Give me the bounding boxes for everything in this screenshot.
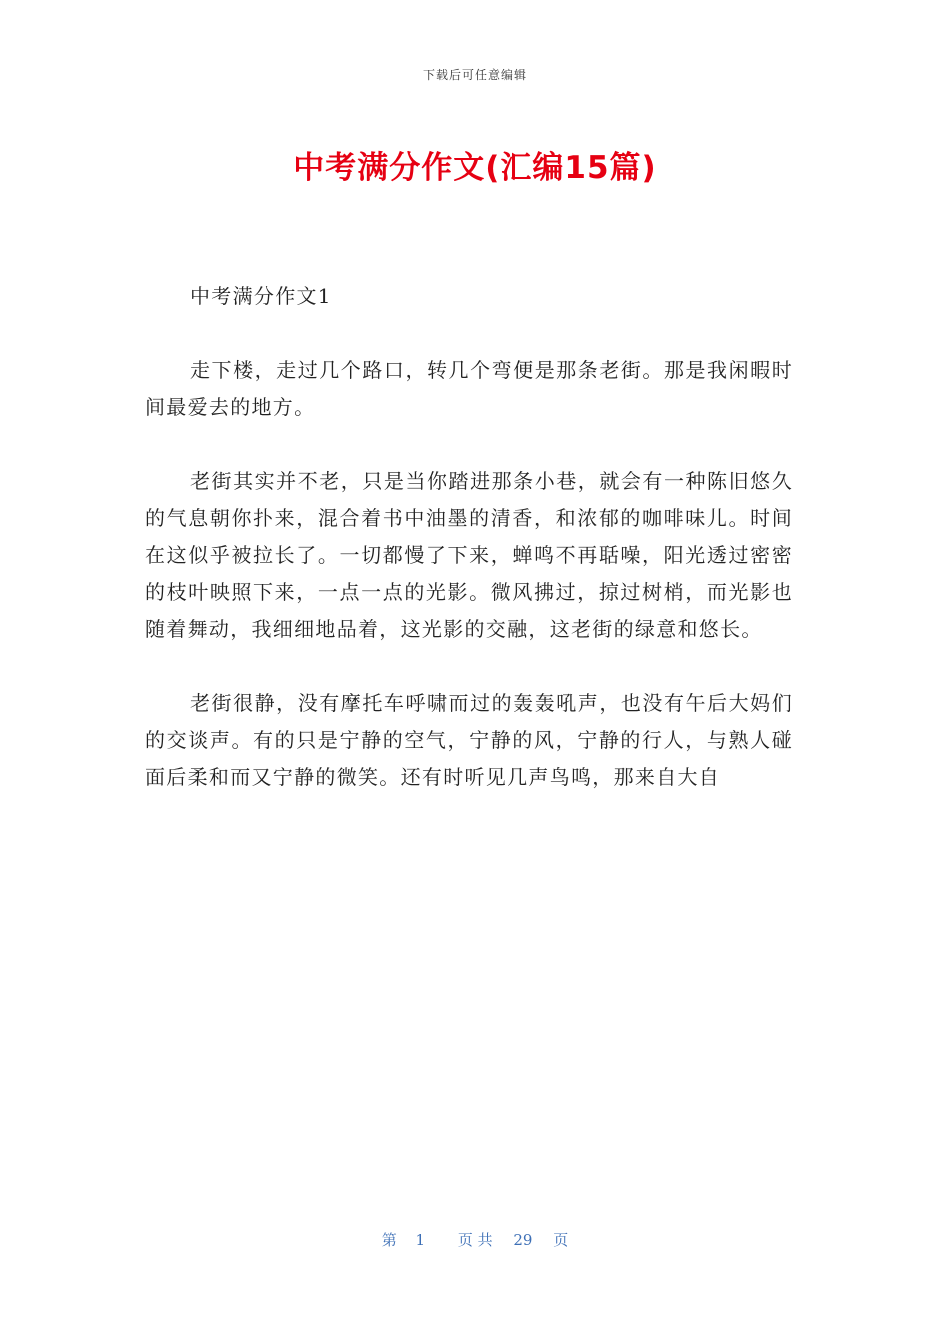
document-title: 中考满分作文(汇编15篇) [293,150,657,186]
footer-prefix: 第 [381,1231,397,1249]
paragraph: 走下楼，走过几个路口，转几个弯便是那条老街。那是我闲暇时间最爱去的地方。 [145,358,793,419]
footer-total-pages: 29 [513,1231,533,1249]
footer-middle: 页 共 [457,1231,493,1249]
footer-suffix: 页 [553,1231,569,1249]
paragraph: 老街其实并不老，只是当你踏进那条小巷，就会有一种陈旧悠久的气息朝你扑来，混合着书中油墨的清香，和浓郁的咖啡味儿。时间在这似乎被拉长了。一切都慢了下来，蝉鸣不再聒噪，阳光透过密密的枝叶映照下来，一点一点的光影。微风拂过，掠过树梢，而光影也随着舞动，我细细地品着，这光影的交融，这老街的绿意和悠长。 [145,469,793,641]
footer-current-page: 1 [415,1231,426,1249]
paragraph-heading: 中考满分作文1 [190,284,332,308]
paragraph: 老街很静，没有摩托车呼啸而过的轰轰吼声，也没有午后大妈们的交谈声。有的只是宁静的空气，宁静的风，宁静的行人，与熟人碰面后柔和而又宁静的微笑。还有时听见几声鸟鸣，那来自大自 [145,691,793,789]
document-body [145,278,793,796]
page-footer [0,1229,950,1250]
header-note: 下载后可任意编辑 [422,68,527,82]
